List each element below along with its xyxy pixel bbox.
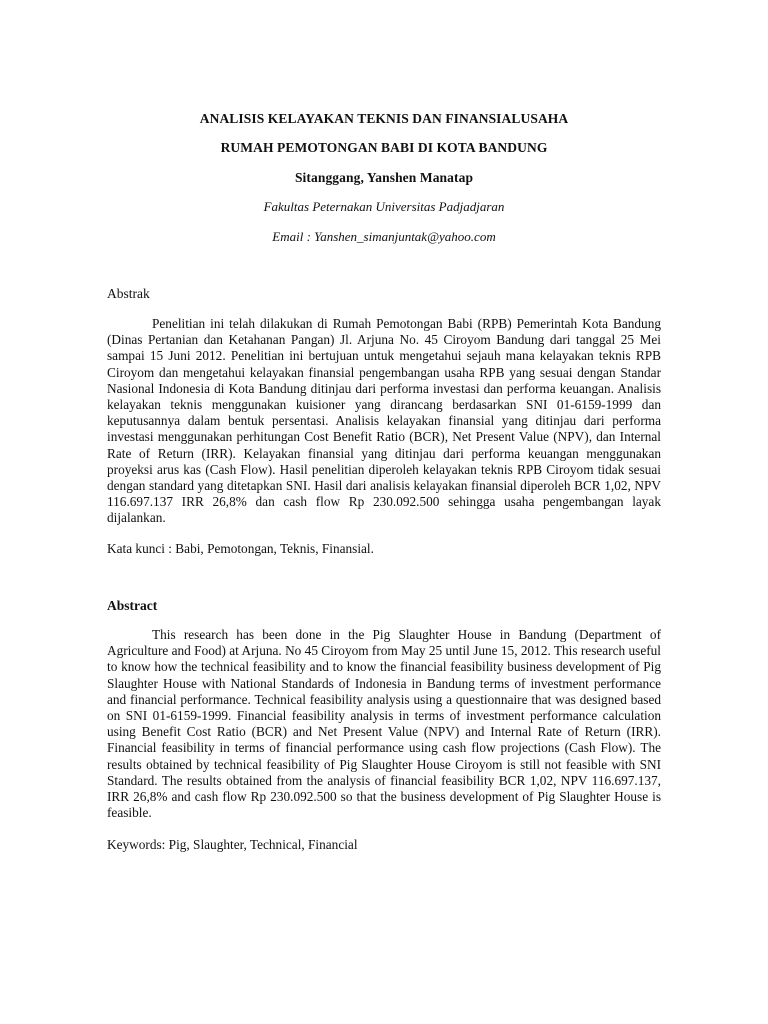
author-names: Sitanggang, Yanshen Manatap (294, 170, 474, 185)
abstract-paragraph (107, 627, 661, 821)
paper-title-line-1: ANALISIS KELAYAKAN TEKNIS DAN FINANSIALUSAHA (199, 111, 569, 126)
abstrak-paragraph (107, 316, 661, 527)
author-affiliation: Fakultas Peternakan Universitas Padjadjaran (263, 199, 505, 214)
abstract-heading: Abstract (107, 598, 158, 613)
abstrak-heading: Abstrak (107, 286, 150, 301)
author-email: Email : Yanshen_simanjuntak@yahoo.com (272, 229, 496, 244)
kata-kunci-line: Kata kunci : Babi, Pemotongan, Teknis, Finansial. (107, 541, 374, 556)
abstract-text: This research has been done in the Pig Slaughter House in Bandung (Department of Agriculture and Food) at Arjuna. No 45 Ciroyom from May 25 until June 15, 2012. This research useful to know how the technical feasibility and to know the financial feasibility business development of Pig Slaughter House with National Standards of Indonesia in Bandung terms of investment performance and financial performance. Technical feasibility analysis using a questionnaire that was designed based on SNI 01-6159-1999. Financial feasibility analysis in terms of investment performance calculation using Benefit Cost Ratio (BCR) and Net Present Value (NPV) and Internal Rate of Return (IRR). Financial feasibility in terms of financial performance using cash flow projections (Cash Flow). The results obtained by technical feasibility of Pig Slaughter House Ciroyom is still not feasible with SNI Standard. The results obtained from the analysis of financial feasibility BCR 1,02, NPV 116.697.137, IRR 26,8% and cash flow Rp 230.092.500 so that the business development of Pig Slaughter House is feasible. (107, 627, 661, 821)
keywords-line: Keywords: Pig, Slaughter, Technical, Financial (107, 837, 358, 852)
abstrak-text: Penelitian ini telah dilakukan di Rumah Pemotongan Babi (RPB) Pemerintah Kota Bandung (Dinas Pertanian dan Ketahanan Pangan) Jl. Arjuna No. 45 Ciroyom Bandung dari tanggal 25 Mei sampai 15 Juni 2012. Penelitian ini bertujuan untuk mengetahui sejauh mana kelayakan teknis RPB Ciroyom dan mengetahui kelayakan finansial pengembangan usaha RPB yang sesuai dengan Standar Nasional Indonesia di Kota Bandung ditinjau dari performa investasi dan performa keuangan. Analisis kelayakan teknis menggunakan kuisioner yang dirancang berdasarkan SNI 01-6159-1999 dan keputusannya dalam bentuk persentasi. Analisis kelayakan finansial yang ditinjau dari performa investasi menggunakan perhitungan Cost Benefit Ratio (BCR), Net Present Value (NPV), dan Internal Rate of Return (IRR). Kelayakan finansial yang ditinjau dari performa keuangan menggunakan proyeksi arus kas (Cash Flow). Hasil penelitian diperoleh kelayakan teknis RPB Ciroyom tidak sesuai dengan standard yang ditetapkan SNI. Hasil dari analisis kelayakan finansial diperoleh BCR 1,02, NPV 116.697.137 IRR 26,8% dan cash flow Rp 230.092.500 sehingga usaha pengembangan layak dijalankan. (107, 316, 661, 526)
paper-title-line-2: RUMAH PEMOTONGAN BABI DI KOTA BANDUNG (220, 140, 548, 155)
